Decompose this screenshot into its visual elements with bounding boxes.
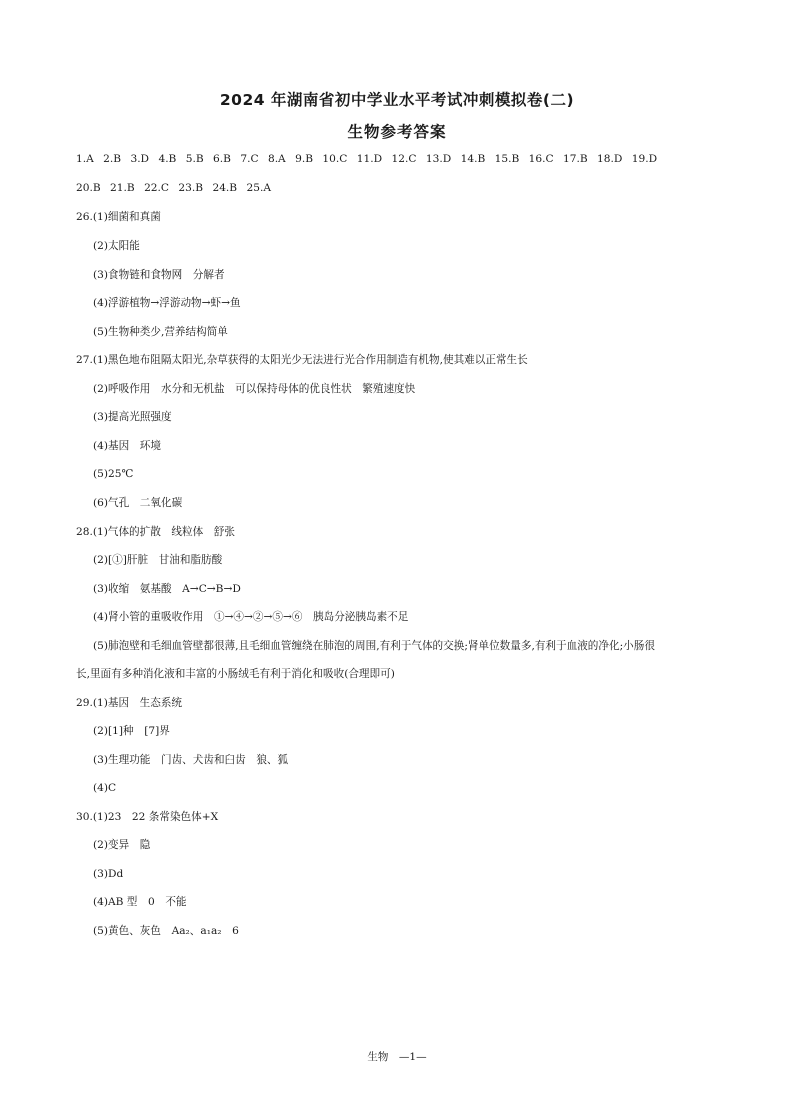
- mc-answer: 3.D: [130, 153, 150, 165]
- q26-part5: (5)生物种类少,营养结构简单: [93, 326, 228, 338]
- q29-part4: (4)C: [93, 782, 117, 794]
- mc-answer: 13.D: [425, 153, 452, 165]
- q29-part2: (2)[1]种 [7]界: [93, 725, 170, 737]
- q28-part5-line2: 长,里面有多种消化液和丰富的小肠绒毛有利于消化和吸收(合理即可): [76, 668, 395, 680]
- mc-answer: 4.B: [158, 153, 177, 165]
- mc-answer: 1.A: [76, 153, 94, 165]
- mc-answer: 20.B: [76, 182, 101, 194]
- mc-answer: 15.B: [494, 153, 520, 165]
- mc-answer: 22.C: [144, 182, 170, 194]
- q28-part1: 28.(1)气体的扩散 线粒体 舒张: [76, 526, 235, 538]
- multiple-choice-row-2: [76, 182, 280, 194]
- mc-answer: 25.A: [246, 182, 271, 194]
- q27-part3: (3)提高光照强度: [93, 411, 172, 423]
- mc-answer: 6.B: [213, 153, 231, 165]
- q29-part3: (3)生理功能 门齿、犬齿和臼齿 狼、狐: [93, 754, 289, 766]
- multiple-choice-row-1: [76, 153, 667, 165]
- mc-answer: 7.C: [240, 153, 259, 165]
- page-title: 2024 年湖南省初中学业水平考试冲刺模拟卷(二): [219, 91, 575, 109]
- mc-answer: 18.D: [597, 153, 623, 165]
- mc-answer: 9.B: [295, 153, 314, 165]
- q30-part4: (4)AB 型 0 不能: [93, 896, 187, 908]
- q27-part1: 27.(1)黑色地布阻隔太阳光,杂草获得的太阳光少无法进行光合作用制造有机物,使其难以正常生长: [76, 354, 528, 366]
- mc-answer: 21.B: [110, 182, 135, 194]
- mc-answer: 5.B: [185, 153, 204, 165]
- mc-answer: 23.B: [178, 182, 204, 194]
- q27-part2: (2)呼吸作用 水分和无机盐 可以保持母体的优良性状 繁殖速度快: [93, 383, 416, 395]
- mc-answer: 12.C: [391, 153, 417, 165]
- q27-part5: (5)25℃: [93, 468, 134, 480]
- mc-answer: 17.B: [563, 153, 588, 165]
- q26-part1: 26.(1)细菌和真菌: [76, 211, 161, 223]
- q26-part4: (4)浮游植物→浮游动物→虾→鱼: [93, 297, 241, 309]
- q28-part2: (2)[①]肝脏 甘油和脂肪酸: [93, 554, 223, 566]
- q30-part2: (2)变异 隐: [93, 839, 151, 851]
- page-footer: 生物 —1—: [367, 1051, 427, 1063]
- q30-part1: 30.(1)23 22 条常染色体+X: [76, 811, 219, 823]
- mc-answer: 14.B: [460, 153, 486, 165]
- q30-part5: (5)黄色、灰色 Aa₂、a₁a₂ 6: [93, 925, 239, 937]
- page-subtitle: 生物参考答案: [347, 123, 447, 141]
- mc-answer: 16.C: [528, 153, 554, 165]
- q27-part4: (4)基因 环境: [93, 440, 161, 452]
- q30-part3: (3)Dd: [93, 868, 124, 880]
- mc-answer: 10.C: [322, 153, 348, 165]
- q26-part3: (3)食物链和食物网 分解者: [93, 269, 225, 281]
- q28-part5-line1: (5)肺泡壁和毛细血管壁都很薄,且毛细血管缠绕在肺泡的周围,有利于气体的交换;肾单位数量多,有利于血液的净化;小肠很: [93, 640, 655, 652]
- mc-answer: 19.D: [631, 153, 658, 165]
- q27-part6: (6)气孔 二氧化碳: [93, 497, 183, 509]
- mc-answer: 24.B: [212, 182, 238, 194]
- mc-answer: 8.A: [267, 153, 286, 165]
- q29-part1: 29.(1)基因 生态系统: [76, 697, 183, 709]
- q28-part3: (3)收缩 氨基酸 A→C→B→D: [93, 583, 241, 595]
- q26-part2: (2)太阳能: [93, 240, 140, 252]
- mc-answer: 2.B: [103, 153, 122, 165]
- mc-answer: 11.D: [356, 153, 383, 165]
- q28-part4: (4)肾小管的重吸收作用 ①→④→②→⑤→⑥ 胰岛分泌胰岛素不足: [93, 611, 409, 623]
